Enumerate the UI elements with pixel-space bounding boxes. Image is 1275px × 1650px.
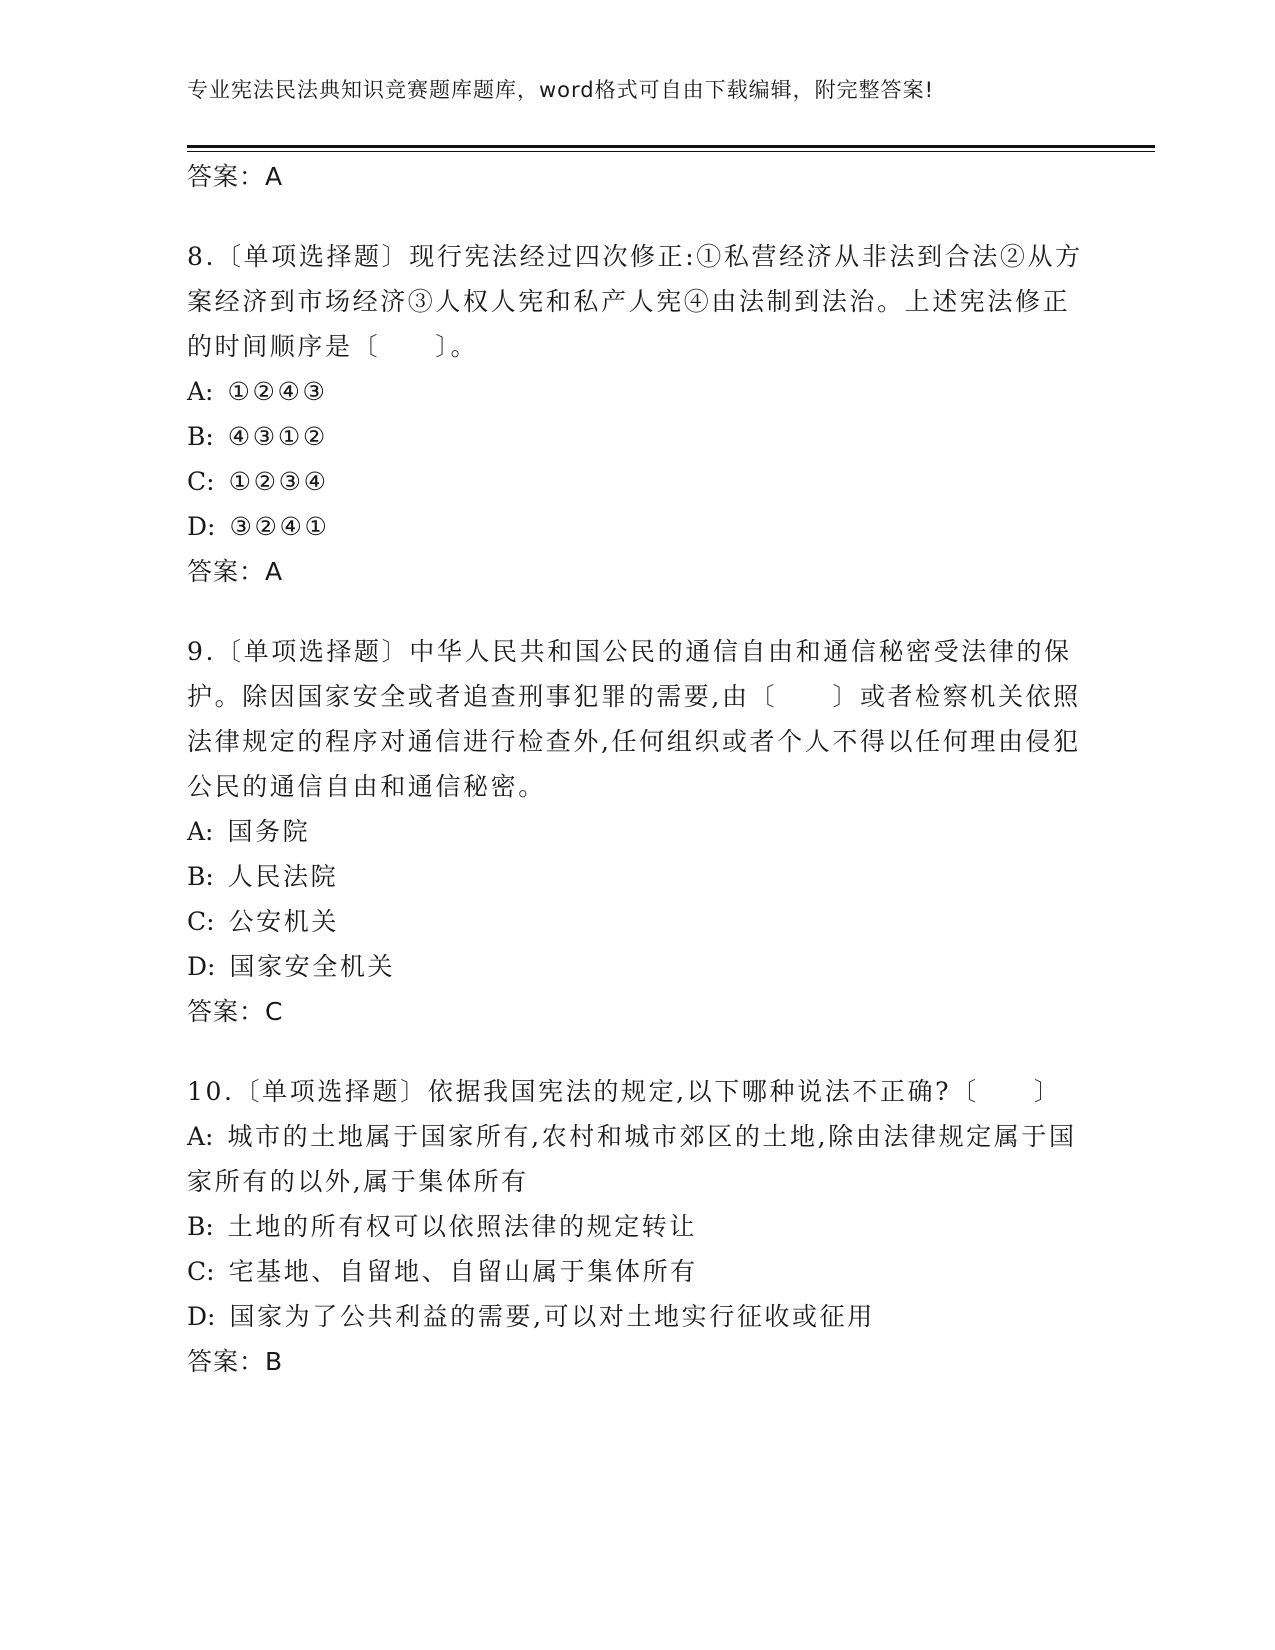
option-d [187, 1294, 1087, 1339]
option-label: C: [187, 467, 215, 496]
answer: 答案：B [187, 1347, 284, 1376]
question-8 [187, 234, 1087, 594]
option-b [187, 1204, 1087, 1249]
option-text: 城市的土地属于国家所有,农村和城市郊区的土地,除由法律规定属于国家所有的以外,属于集体所有 [187, 1122, 1077, 1196]
option-b [187, 414, 1087, 459]
option-c [187, 459, 1087, 504]
option-label: A: [187, 817, 214, 846]
option-text: ①②③④ [228, 467, 329, 496]
answer: 答案：C [187, 997, 284, 1026]
header-rule-thin [187, 151, 1155, 152]
header-rule-thick [187, 145, 1155, 148]
option-text: 土地的所有权可以依照法律的规定转让 [227, 1212, 697, 1241]
option-c [187, 1249, 1087, 1294]
question-10 [187, 1069, 1087, 1384]
option-a [187, 369, 1087, 414]
option-text: 公安机关 [228, 907, 339, 936]
option-d [187, 504, 1087, 549]
previous-answer: 答案：A [187, 162, 284, 191]
option-label: B: [187, 1212, 214, 1241]
option-text: ①②④③ [227, 377, 328, 406]
option-label: A: [187, 1122, 214, 1151]
question-text: 10.〔单项选择题〕依据我国宪法的规定,以下哪种说法不正确?〔 〕 [187, 1077, 1062, 1106]
option-label: D: [187, 952, 216, 981]
question-9 [187, 629, 1087, 1034]
option-label: D: [187, 1302, 216, 1331]
option-text: 人民法院 [227, 862, 339, 891]
option-label: C: [187, 1257, 215, 1286]
option-label: B: [187, 862, 214, 891]
option-label: C: [187, 907, 215, 936]
option-text: 国家为了公共利益的需要,可以对土地实行征收或征用 [229, 1302, 875, 1331]
answer: 答案：A [187, 557, 284, 586]
option-text: 国家安全机关 [229, 952, 396, 981]
option-label: A: [187, 377, 214, 406]
option-b [187, 854, 1087, 899]
option-text: ③②④① [229, 512, 330, 541]
option-d [187, 944, 1087, 989]
option-text: 国务院 [227, 817, 311, 846]
option-a [187, 809, 1087, 854]
option-a [187, 1114, 1087, 1204]
option-label: B: [187, 422, 214, 451]
option-c [187, 899, 1087, 944]
option-text: 宅基地、自留地、自留山属于集体所有 [228, 1257, 698, 1286]
document-content [187, 154, 1087, 1384]
page-header: 专业宪法民法典知识竞赛题库题库，word格式可自由下载编辑，附完整答案! [187, 78, 935, 102]
question-text: 9.〔单项选择题〕中华人民共和国公民的通信自由和通信秘密受法律的保护。除因国家安全或者追查刑事犯罪的需要,由〔 〕或者检察机关依照法律规定的程序对通信进行检查外,任何组织或者个人不得以任何理由侵犯公民的通信自由和通信秘密。 [187, 637, 1081, 801]
question-text: 8.〔单项选择题〕现行宪法经过四次修正:①私营经济从非法到合法②从方案经济到市场经济③人权人宪和私产人宪④由法制到法治。上述宪法修正的时间顺序是〔 〕。 [187, 242, 1083, 361]
option-label: D: [187, 512, 216, 541]
option-text: ④③①② [227, 422, 328, 451]
